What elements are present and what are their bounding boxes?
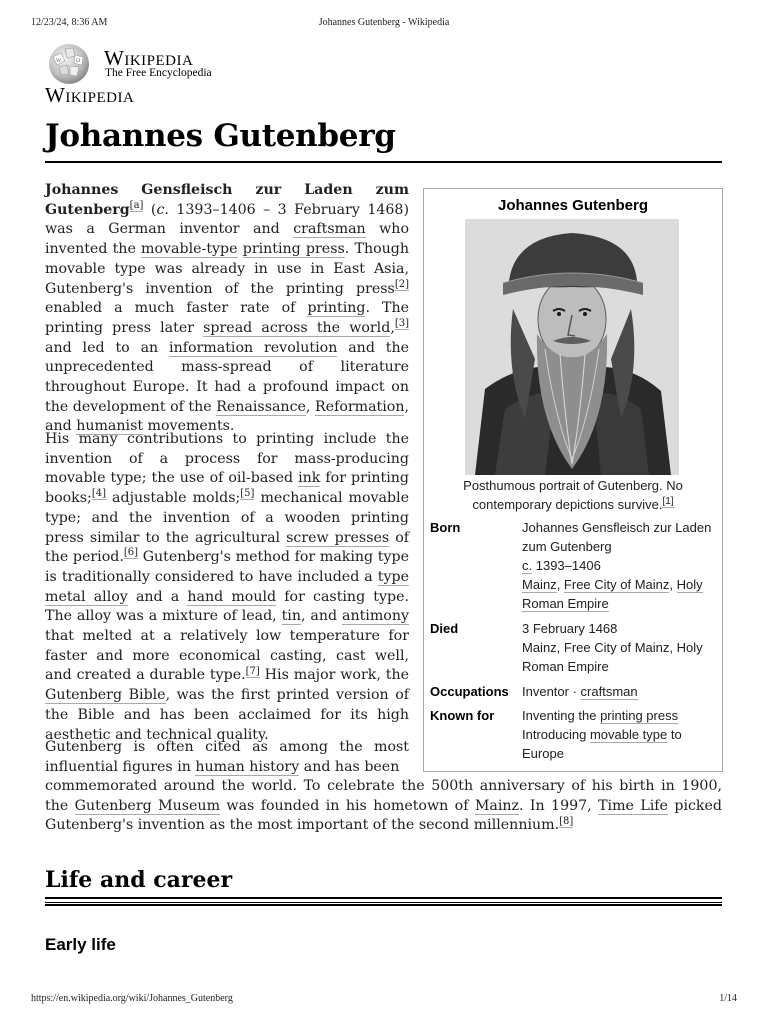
print-footer bbox=[31, 993, 737, 1005]
text: , and bbox=[300, 608, 342, 625]
text: and has been bbox=[299, 758, 400, 775]
infobox-title: Johannes Gutenberg bbox=[497, 197, 649, 214]
text: to Europe bbox=[522, 727, 682, 761]
link-antimony[interactable]: antimony bbox=[342, 608, 409, 625]
text: of the period. bbox=[45, 529, 409, 566]
link-known-movable-type[interactable]: movable type bbox=[589, 727, 668, 742]
link-craftsman[interactable]: craftsman bbox=[293, 221, 366, 238]
text: for printing books; bbox=[45, 470, 409, 507]
logo-wordmark: Wikipedia bbox=[104, 46, 194, 70]
wikipedia-globe-icon bbox=[45, 43, 95, 85]
link-gutenberg-museum[interactable]: Gutenberg Museum bbox=[74, 797, 221, 814]
link-born-mainz[interactable]: Mainz bbox=[522, 577, 557, 592]
text: , bbox=[390, 319, 395, 336]
sep: , bbox=[556, 577, 564, 592]
text: picked Gutenberg's invention as the most important of the second millennium. bbox=[45, 797, 722, 834]
sep: · bbox=[568, 684, 581, 699]
text: Introducing bbox=[522, 727, 590, 742]
text: adjustable molds; bbox=[106, 490, 241, 507]
known-for-label: Known for bbox=[430, 708, 495, 723]
occupations-value bbox=[522, 682, 716, 701]
link-type-metal-alloy[interactable]: type metal alloy bbox=[45, 568, 409, 605]
paragraph-legacy-start bbox=[45, 738, 409, 777]
link-renaissance[interactable]: Renaissance bbox=[216, 398, 306, 415]
footnote-1[interactable]: [1] bbox=[662, 495, 674, 507]
link-time-life[interactable]: Time Life bbox=[598, 797, 668, 814]
text bbox=[238, 241, 243, 257]
print-datetime: 12/23/24, 8:36 AM bbox=[31, 17, 108, 28]
link-circa[interactable]: c. bbox=[522, 558, 533, 573]
paragraph-intro bbox=[45, 181, 409, 437]
link-movable-type[interactable]: movable-type bbox=[141, 241, 238, 258]
born-name: Johannes Gensfleisch zur Laden zum Gutenberg bbox=[522, 520, 712, 554]
text: . The printing press later bbox=[45, 300, 409, 336]
link-holy-roman-empire[interactable]: Holy Roman Empire bbox=[522, 577, 703, 611]
text: movements. bbox=[143, 418, 235, 435]
svg-text:Ω: Ω bbox=[76, 58, 81, 64]
footnote-6[interactable]: [6] bbox=[123, 547, 139, 559]
text: , and bbox=[45, 398, 409, 435]
link-spread-across-world[interactable]: spread across the world bbox=[203, 319, 391, 336]
logo-tagline: The Free Encyclopedia bbox=[105, 67, 212, 79]
print-page-number: 1/14 bbox=[719, 993, 737, 1004]
text: Gutenberg is often cited as among the most influential figures in bbox=[45, 739, 409, 775]
portrait-image[interactable] bbox=[465, 219, 679, 475]
footnote-8[interactable]: [8] bbox=[559, 815, 574, 827]
link-screw-presses[interactable]: screw presses bbox=[286, 529, 390, 546]
subsection-heading-early-life: Early life bbox=[45, 935, 116, 954]
text: His many contributions to printing include the invention of a process for mass-producing movable type; the use of oil-based bbox=[45, 431, 409, 487]
paragraph-legacy-end bbox=[45, 777, 722, 836]
born-years: 1393–1406 bbox=[532, 558, 601, 573]
died-value bbox=[522, 619, 716, 676]
text: was founded in his hometown of bbox=[220, 797, 475, 814]
text: who invented the bbox=[45, 221, 409, 258]
text: , was the first printed version of the Bible and has been acclaimed for its high aesthetic and technical quality. bbox=[45, 687, 409, 743]
sep: , bbox=[669, 577, 677, 592]
link-occupation-craftsman[interactable]: craftsman bbox=[580, 684, 638, 699]
paragraph-contributions bbox=[45, 430, 409, 745]
text: Inventing the bbox=[522, 708, 601, 723]
died-label: Died bbox=[430, 621, 459, 636]
infobox bbox=[423, 188, 723, 772]
link-information-revolution[interactable]: information revolution bbox=[169, 339, 338, 356]
svg-text:W: W bbox=[56, 58, 62, 64]
circa-abbr: c. bbox=[156, 201, 169, 218]
link-tin[interactable]: tin bbox=[281, 608, 301, 625]
footnote-5[interactable]: [5] bbox=[240, 488, 255, 500]
text: commemorated around the world. To celebrate the 500th anniversary of his birth in 1900, the bbox=[45, 778, 722, 814]
text: Gutenberg's method for making type is traditionally considered to have included a bbox=[45, 549, 410, 585]
print-header bbox=[31, 17, 737, 29]
link-ink[interactable]: ink bbox=[298, 470, 321, 487]
born-value bbox=[522, 518, 716, 613]
footnote-4[interactable]: [4] bbox=[91, 488, 106, 500]
text: and the unprecedented mass-spread of literature throughout Europe. It had a profound impact on the development of the bbox=[45, 339, 410, 415]
text: for casting type. The alloy was a mixture of lead, bbox=[45, 588, 410, 625]
footnote-a[interactable]: [a] bbox=[129, 199, 144, 211]
caption-text: Posthumous portrait of Gutenberg. No contemporary depictions survive. bbox=[463, 478, 683, 512]
link-human-history[interactable]: human history bbox=[195, 758, 300, 775]
link-known-printing-press[interactable]: printing press bbox=[600, 708, 679, 723]
occupations-label: Occupations bbox=[430, 684, 509, 699]
text: and a bbox=[127, 588, 188, 605]
infobox-caption bbox=[430, 476, 716, 514]
link-mainz[interactable]: Mainz bbox=[474, 797, 519, 814]
section-divider-secondary bbox=[45, 904, 722, 906]
text: 1393–1406 – 3 February 1468) was a German inventor and bbox=[45, 201, 409, 238]
text: that melted at a relatively low temperature for faster and more economical casting, cast well, and created a durable type. bbox=[45, 628, 409, 684]
section-heading-life-career: Life and career bbox=[45, 867, 233, 893]
wikipedia-logo[interactable] bbox=[45, 43, 235, 107]
born-label: Born bbox=[430, 520, 461, 535]
title-divider bbox=[45, 161, 722, 163]
page-title: Johannes Gutenberg bbox=[45, 118, 396, 154]
footnote-2[interactable]: [2] bbox=[394, 278, 409, 290]
text: , bbox=[305, 398, 315, 415]
link-hand-mould[interactable]: hand mould bbox=[187, 588, 277, 605]
link-printing[interactable]: printing bbox=[307, 300, 366, 317]
print-url: https://en.wikipedia.org/wiki/Johannes_Gutenberg bbox=[31, 993, 233, 1004]
text: . In 1997, bbox=[518, 797, 599, 814]
text: mechanical movable type; and the invention of a wooden printing press similar to the agricultural bbox=[45, 490, 410, 546]
died-date: 3 February 1468 bbox=[522, 621, 618, 636]
link-printing-press[interactable]: printing press bbox=[242, 241, 345, 258]
footnote-3[interactable]: [3] bbox=[394, 318, 409, 330]
footnote-7[interactable]: [7] bbox=[245, 665, 260, 677]
link-free-city-of-mainz[interactable]: Free City of Mainz bbox=[563, 577, 670, 592]
subject-name: Johannes Gensfleisch zur Laden zum Gutenberg bbox=[45, 182, 409, 218]
text: enabled a much faster rate of bbox=[45, 300, 308, 317]
link-gutenberg-bible[interactable]: Gutenberg Bible bbox=[45, 687, 166, 704]
text: . Though movable type was already in use in East Asia, Gutenberg's invention of the printing press bbox=[45, 241, 409, 297]
text: ( bbox=[143, 201, 157, 218]
link-humanist[interactable]: humanist bbox=[76, 418, 144, 435]
died-place: Mainz, Free City of Mainz, Holy Roman Empire bbox=[522, 640, 703, 674]
text: and led to an bbox=[45, 339, 170, 356]
text: His major work, the bbox=[259, 667, 409, 684]
logo-wordmark-secondary: Wikipedia bbox=[45, 83, 135, 107]
section-divider bbox=[45, 897, 722, 903]
occupation-inventor: Inventor bbox=[522, 684, 569, 699]
known-for-value bbox=[522, 706, 716, 763]
link-reformation[interactable]: Reformation bbox=[314, 398, 405, 415]
print-page-title: Johannes Gutenberg - Wikipedia bbox=[318, 17, 450, 28]
